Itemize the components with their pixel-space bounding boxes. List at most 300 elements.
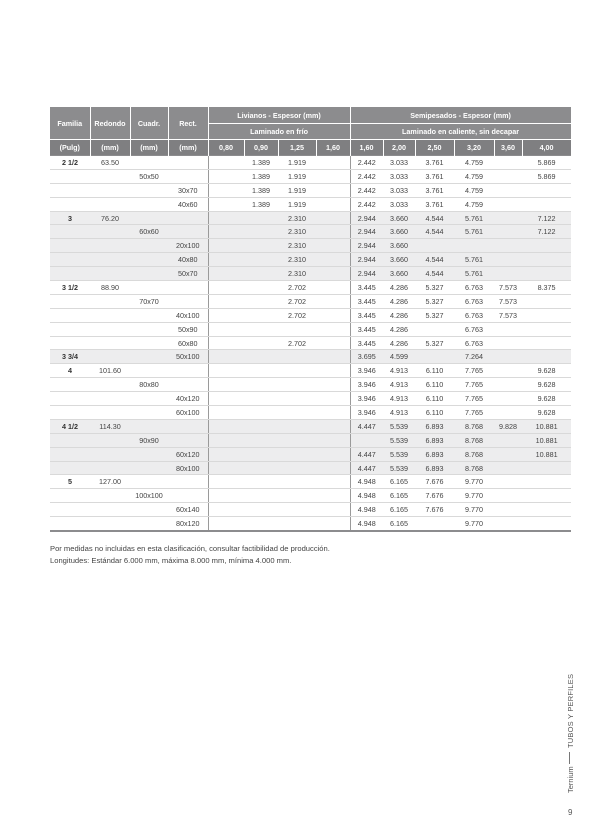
table-cell: 114.30 (90, 419, 130, 433)
table-cell (208, 322, 244, 336)
table-cell: 7.765 (454, 406, 494, 420)
table-cell (494, 392, 522, 406)
table-row (50, 225, 571, 239)
table-cell (494, 169, 522, 183)
table-cell: 9.828 (494, 419, 522, 433)
table-cell: 9.628 (522, 364, 571, 378)
table-cell (494, 239, 522, 253)
thickness-header: 3,20 (454, 140, 494, 156)
table-cell: 50x100 (168, 350, 208, 364)
page-number: 9 (568, 808, 573, 817)
table-cell (522, 322, 571, 336)
table-cell (350, 433, 383, 447)
table-cell: 5.327 (415, 336, 454, 350)
table-cell (168, 378, 208, 392)
table-cell (90, 197, 130, 211)
table-cell: 8.768 (454, 461, 494, 475)
table-cell: 2.310 (278, 239, 316, 253)
table-cell (208, 475, 244, 489)
table-cell: 40x100 (168, 308, 208, 322)
table-cell (130, 350, 168, 364)
table-cell (90, 406, 130, 420)
table-cell (90, 183, 130, 197)
thickness-header: 3,60 (494, 140, 522, 156)
table-cell: 6.763 (454, 336, 494, 350)
table-cell (316, 197, 350, 211)
table-row (50, 378, 571, 392)
family-cell: 2 1/2 (50, 156, 90, 170)
table-cell: 6.893 (415, 419, 454, 433)
unit-header: (mm) (90, 140, 130, 156)
table-cell (244, 406, 278, 420)
table-cell: 7.573 (494, 294, 522, 308)
table-cell: 3.033 (383, 156, 415, 170)
table-cell (494, 253, 522, 267)
table-cell (130, 267, 168, 281)
table-cell (494, 503, 522, 517)
table-cell: 3.946 (350, 364, 383, 378)
table-cell (522, 183, 571, 197)
table-cell: 5.539 (383, 461, 415, 475)
table-cell: 3.761 (415, 169, 454, 183)
table-cell (316, 239, 350, 253)
table-cell (522, 197, 571, 211)
table-cell (208, 517, 244, 531)
table-cell (494, 378, 522, 392)
table-cell: 1.919 (278, 183, 316, 197)
tube-specs-table (50, 107, 572, 532)
table-cell (316, 392, 350, 406)
table-cell: 7.676 (415, 503, 454, 517)
table-cell (522, 253, 571, 267)
table-cell (90, 517, 130, 531)
table-row (50, 475, 571, 489)
table-cell: 2.944 (350, 239, 383, 253)
table-cell (244, 378, 278, 392)
table-cell (130, 336, 168, 350)
table-cell (278, 503, 316, 517)
table-cell: 6.165 (383, 489, 415, 503)
table-cell (316, 308, 350, 322)
table-cell: 60x140 (168, 503, 208, 517)
table-cell: 3.761 (415, 183, 454, 197)
table-cell: 9.628 (522, 406, 571, 420)
table-cell (90, 336, 130, 350)
family-cell (50, 406, 90, 420)
table-cell (316, 336, 350, 350)
table-cell: 5.761 (454, 267, 494, 281)
table-cell: 9.770 (454, 489, 494, 503)
table-cell (244, 239, 278, 253)
table-cell (208, 253, 244, 267)
table-cell (90, 322, 130, 336)
table-cell (130, 419, 168, 433)
table-cell: 101.60 (90, 364, 130, 378)
table-cell (316, 156, 350, 170)
table-cell: 60x60 (130, 225, 168, 239)
family-cell (50, 447, 90, 461)
table-cell (244, 392, 278, 406)
table-cell (522, 239, 571, 253)
table-cell: 3.946 (350, 392, 383, 406)
table-cell: 9.770 (454, 503, 494, 517)
table-cell: 5.761 (454, 253, 494, 267)
table-cell (494, 322, 522, 336)
table-cell (90, 392, 130, 406)
table-cell (208, 267, 244, 281)
table-cell (454, 239, 494, 253)
table-row (50, 392, 571, 406)
table-cell: 6.763 (454, 308, 494, 322)
table-cell: 3.445 (350, 294, 383, 308)
table-cell: 3.445 (350, 308, 383, 322)
table-cell (208, 419, 244, 433)
table-cell (494, 447, 522, 461)
family-cell (50, 308, 90, 322)
table-cell: 50x90 (168, 322, 208, 336)
table-cell (130, 308, 168, 322)
table-cell (168, 225, 208, 239)
table-cell: 2.702 (278, 336, 316, 350)
table-cell (130, 322, 168, 336)
table-cell (208, 197, 244, 211)
brand-name: Ternium (566, 766, 575, 793)
thickness-header: 0,90 (244, 140, 278, 156)
table-cell (90, 169, 130, 183)
table-cell: 80x120 (168, 517, 208, 531)
table-cell (244, 322, 278, 336)
table-cell: 4.913 (383, 378, 415, 392)
table-cell: 5.539 (383, 447, 415, 461)
header-row-1 (50, 107, 571, 124)
table-cell (130, 253, 168, 267)
table-row (50, 183, 571, 197)
table-cell (316, 253, 350, 267)
table-cell (208, 447, 244, 461)
family-cell: 5 (50, 475, 90, 489)
table-cell (494, 336, 522, 350)
family-cell (50, 433, 90, 447)
table-cell: 4.544 (415, 225, 454, 239)
table-row (50, 211, 571, 225)
table-row (50, 281, 571, 295)
table-row (50, 336, 571, 350)
table-cell (130, 392, 168, 406)
table-cell (244, 503, 278, 517)
table-cell: 6.165 (383, 517, 415, 531)
table-cell (316, 281, 350, 295)
table-cell: 80x100 (168, 461, 208, 475)
table-cell: 50x70 (168, 267, 208, 281)
table-cell: 5.869 (522, 156, 571, 170)
table-cell: 3.761 (415, 156, 454, 170)
table-cell: 3.946 (350, 406, 383, 420)
family-cell: 3 1/2 (50, 281, 90, 295)
table-cell (278, 419, 316, 433)
table-cell (494, 156, 522, 170)
table-cell (278, 447, 316, 461)
table-cell (168, 281, 208, 295)
col-subgroup-laminado-frio: Laminado en frío (208, 124, 350, 140)
table-row (50, 503, 571, 517)
table-cell: 2.310 (278, 267, 316, 281)
table-cell: 40x120 (168, 392, 208, 406)
table-cell: 70x70 (130, 294, 168, 308)
table-cell: 7.676 (415, 489, 454, 503)
table-cell: 3.445 (350, 281, 383, 295)
table-cell (278, 517, 316, 531)
header-row-units (50, 140, 571, 156)
table-row (50, 253, 571, 267)
table-cell (130, 281, 168, 295)
family-cell (50, 267, 90, 281)
table-cell (494, 350, 522, 364)
table-cell (130, 406, 168, 420)
table-cell (130, 156, 168, 170)
table-cell (168, 475, 208, 489)
table-cell (168, 364, 208, 378)
table-row (50, 169, 571, 183)
table-cell: 2.702 (278, 308, 316, 322)
family-cell (50, 517, 90, 531)
table-cell: 3.946 (350, 378, 383, 392)
table-cell (522, 350, 571, 364)
col-header-redondo: Redondo (90, 107, 130, 140)
table-cell (90, 239, 130, 253)
footnote-line: Por medidas no incluidas en esta clasificación, consultar factibilidad de producción. (50, 544, 330, 553)
col-header-cuadr: Cuadr. (130, 107, 168, 140)
table-cell: 80x80 (130, 378, 168, 392)
table-cell: 4.544 (415, 211, 454, 225)
thickness-header: 0,80 (208, 140, 244, 156)
table-cell (130, 239, 168, 253)
table-cell: 6.763 (454, 294, 494, 308)
col-subgroup-laminado-caliente: Laminado en caliente, sin decapar (350, 124, 571, 140)
family-cell (50, 225, 90, 239)
table-cell: 1.919 (278, 169, 316, 183)
table-cell: 3.761 (415, 197, 454, 211)
table-cell: 1.389 (244, 183, 278, 197)
table-cell (316, 489, 350, 503)
table-cell (415, 517, 454, 531)
table-cell (244, 253, 278, 267)
table-cell (168, 294, 208, 308)
table-cell (208, 308, 244, 322)
table-cell: 2.442 (350, 169, 383, 183)
family-cell: 3 3/4 (50, 350, 90, 364)
table-cell (522, 461, 571, 475)
table-cell (494, 225, 522, 239)
table-cell: 60x120 (168, 447, 208, 461)
family-cell (50, 197, 90, 211)
table-cell (130, 364, 168, 378)
table-cell: 6.893 (415, 461, 454, 475)
table-cell: 50x50 (130, 169, 168, 183)
table-cell: 88.90 (90, 281, 130, 295)
table-row (50, 197, 571, 211)
table-cell: 6.893 (415, 433, 454, 447)
table-row (50, 239, 571, 253)
table-cell (130, 517, 168, 531)
family-cell (50, 336, 90, 350)
table-cell: 4.599 (383, 350, 415, 364)
table-cell (208, 156, 244, 170)
table-cell: 4.913 (383, 364, 415, 378)
table-cell (90, 225, 130, 239)
footnotes (50, 543, 330, 567)
table-cell (208, 294, 244, 308)
table-cell: 2.944 (350, 225, 383, 239)
table-cell (316, 406, 350, 420)
table-cell (522, 336, 571, 350)
table-cell: 4.948 (350, 475, 383, 489)
table-cell (90, 267, 130, 281)
family-cell (50, 239, 90, 253)
table-cell: 2.442 (350, 197, 383, 211)
table-row (50, 447, 571, 461)
table-cell: 7.765 (454, 364, 494, 378)
family-cell (50, 322, 90, 336)
family-cell (50, 461, 90, 475)
table-cell (316, 433, 350, 447)
table-cell: 10.881 (522, 447, 571, 461)
table-cell (208, 364, 244, 378)
table-cell: 127.00 (90, 475, 130, 489)
table-cell (90, 378, 130, 392)
table-cell (208, 461, 244, 475)
table-cell (494, 183, 522, 197)
table-cell (244, 308, 278, 322)
table-cell (208, 489, 244, 503)
table-cell: 3.033 (383, 183, 415, 197)
table-cell (130, 475, 168, 489)
table-cell: 90x90 (130, 433, 168, 447)
table-cell (244, 294, 278, 308)
table-row (50, 433, 571, 447)
table-cell (522, 475, 571, 489)
table-cell: 6.893 (415, 447, 454, 461)
table-cell (494, 197, 522, 211)
table-cell (494, 461, 522, 475)
table-cell (208, 433, 244, 447)
table-cell: 8.375 (522, 281, 571, 295)
table-row (50, 294, 571, 308)
table-cell (494, 433, 522, 447)
col-group-livianos: Livianos - Espesor (mm) (208, 107, 350, 124)
table-cell: 8.768 (454, 433, 494, 447)
table-cell (316, 364, 350, 378)
col-header-rect: Rect. (168, 107, 208, 140)
table-cell (244, 267, 278, 281)
table-cell: 5.869 (522, 169, 571, 183)
table-row (50, 308, 571, 322)
table-cell: 20x100 (168, 239, 208, 253)
table-row (50, 461, 571, 475)
table-cell (208, 239, 244, 253)
table-cell: 63.50 (90, 156, 130, 170)
table-cell: 5.761 (454, 211, 494, 225)
family-cell: 4 1/2 (50, 419, 90, 433)
table-cell: 5.539 (383, 419, 415, 433)
table-cell: 6.165 (383, 503, 415, 517)
table-cell (316, 350, 350, 364)
table-cell: 4.447 (350, 461, 383, 475)
family-cell: 4 (50, 364, 90, 378)
table-cell (130, 447, 168, 461)
table-cell: 9.770 (454, 475, 494, 489)
table-cell: 3.660 (383, 253, 415, 267)
table-cell (208, 350, 244, 364)
table-cell (494, 267, 522, 281)
table-cell (244, 225, 278, 239)
table-cell (415, 322, 454, 336)
table-cell (208, 281, 244, 295)
table-cell (208, 406, 244, 420)
divider (569, 752, 570, 764)
table-cell (494, 364, 522, 378)
table-cell (90, 294, 130, 308)
table-cell: 1.389 (244, 169, 278, 183)
table-cell: 6.110 (415, 364, 454, 378)
table-row (50, 517, 571, 531)
table-cell (90, 308, 130, 322)
table-cell: 10.881 (522, 433, 571, 447)
table-cell (278, 392, 316, 406)
table-cell: 4.544 (415, 267, 454, 281)
table-cell (316, 517, 350, 531)
table-cell (316, 294, 350, 308)
table-cell (90, 447, 130, 461)
table-cell: 2.310 (278, 253, 316, 267)
table-cell: 7.676 (415, 475, 454, 489)
table-row (50, 350, 571, 364)
table-cell (90, 489, 130, 503)
table-cell (90, 350, 130, 364)
family-cell (50, 489, 90, 503)
table-cell (168, 489, 208, 503)
table-cell (316, 419, 350, 433)
table-cell: 4.286 (383, 294, 415, 308)
table-cell: 2.944 (350, 253, 383, 267)
table-cell: 6.110 (415, 378, 454, 392)
table-cell: 4.759 (454, 156, 494, 170)
table-cell (522, 267, 571, 281)
table-cell: 2.702 (278, 294, 316, 308)
table-cell (278, 475, 316, 489)
table-cell: 40x60 (168, 197, 208, 211)
table-cell (244, 336, 278, 350)
table-cell (278, 489, 316, 503)
col-header-familia: Familia (50, 107, 90, 140)
thickness-header: 1,60 (316, 140, 350, 156)
table-cell (522, 489, 571, 503)
thickness-header: 1,60 (350, 140, 383, 156)
table-cell (208, 183, 244, 197)
table-cell (244, 281, 278, 295)
table-cell: 4.948 (350, 489, 383, 503)
table-cell (130, 197, 168, 211)
table-cell (90, 503, 130, 517)
table-cell (244, 461, 278, 475)
unit-header: (Pulg) (50, 140, 90, 156)
table-cell: 4.759 (454, 183, 494, 197)
table-cell (208, 336, 244, 350)
table-row (50, 267, 571, 281)
table-cell: 3.445 (350, 336, 383, 350)
table-cell (244, 364, 278, 378)
table-cell (208, 378, 244, 392)
table-cell: 76.20 (90, 211, 130, 225)
